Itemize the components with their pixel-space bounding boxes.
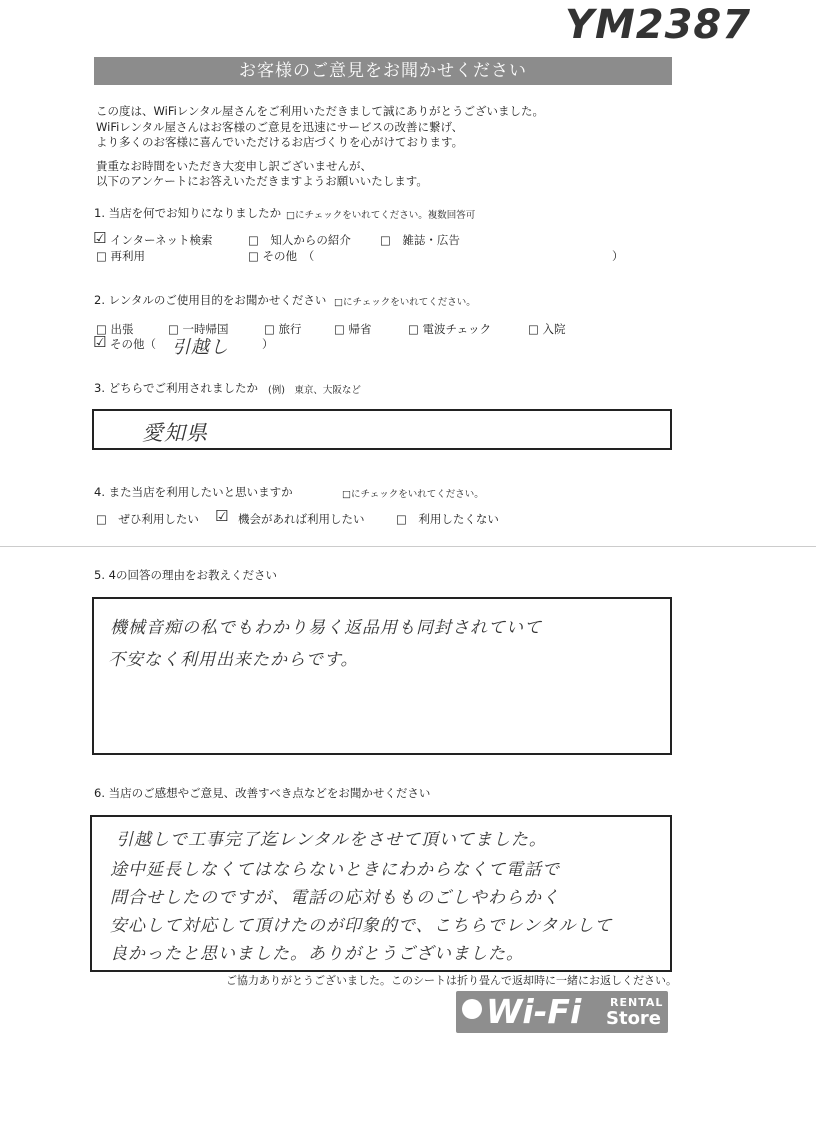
q1-internet-label: インターネット検索 xyxy=(110,233,213,247)
q2-option-homecoming[interactable]: □ 帰省 xyxy=(334,322,372,336)
q1-note: □にチェックをいれてください。複数回答可 xyxy=(286,210,476,221)
q6-title: 6. 当店のご感想やご意見、改善すべき点などをお聞かせください xyxy=(94,786,431,800)
page-title: お客様のご意見をお聞かせください xyxy=(94,57,672,85)
q2-other-checkbox[interactable]: ☑ xyxy=(93,333,107,351)
q3-answer-box[interactable] xyxy=(92,409,672,450)
q2-note: □にチェックをいれてください。 xyxy=(334,297,476,308)
q3-note: (例) 東京、大阪など xyxy=(268,385,361,396)
q4-option-definitely[interactable]: □ ぜひ利用したい xyxy=(96,512,199,526)
intro-line-5: 以下のアンケートにお答えいただきますようお願いいたします。 xyxy=(96,174,428,188)
intro-line-4: 貴重なお時間をいただき大変申し訳ございませんが、 xyxy=(96,159,372,173)
q6-line-2: 途中延長しなくてはならないときにわからなくて電話で xyxy=(110,860,560,880)
q2-option-signal-check[interactable]: □ 電波チェック xyxy=(408,322,492,336)
q4-option-no[interactable]: □ 利用したくない xyxy=(396,512,499,526)
mascot-icon xyxy=(462,999,482,1019)
fold-line xyxy=(0,546,816,547)
q2-option-hospital[interactable]: □ 入院 xyxy=(528,322,566,336)
intro-line-3: より多くのお客様に喜んでいただけるお店づくりを心がけております。 xyxy=(96,135,464,149)
intro-line-1: この度は、WiFiレンタル屋さんをご利用いただきまして誠にありがとうございました。 xyxy=(96,104,545,118)
q1-internet-checkbox[interactable]: ☑ xyxy=(93,229,107,247)
q3-answer: 愛知県 xyxy=(142,421,208,445)
q2-other-close: ） xyxy=(262,337,274,351)
q6-answer-box[interactable] xyxy=(90,815,672,972)
intro-line-2: WiFiレンタル屋さんはお客様のご意見を迅速にサービスの改善に繋げ、 xyxy=(96,120,464,134)
q4-title: 4. また当店を利用したいと思いますか xyxy=(94,485,293,499)
q2-option-business[interactable]: □ 出張 xyxy=(96,322,134,336)
q1-other-option[interactable]: □ その他 （ xyxy=(248,249,315,263)
q2-other-label: その他（ xyxy=(110,337,156,351)
handwritten-code: YM2387 xyxy=(565,2,752,48)
q2-other-answer: 引越し xyxy=(172,337,229,358)
logo-sub-text-1: RENTAL xyxy=(610,996,664,1009)
q5-line-2: 不安なく利用出来たからです。 xyxy=(108,650,359,670)
logo-main-text: Wi-Fi xyxy=(486,992,582,1031)
q4-note: □にチェックをいれてください。 xyxy=(342,489,484,500)
q1-other-close: ） xyxy=(612,249,624,263)
q1-repeat-option[interactable]: □ 再利用 xyxy=(96,249,146,263)
q6-line-4: 安心して対応して頂けたのが印象的で、こちらでレンタルして xyxy=(110,916,613,936)
q2-title: 2. レンタルのご使用目的をお聞かせください xyxy=(94,293,327,307)
q1-friend-option[interactable]: □ 知人からの紹介 xyxy=(248,233,351,247)
q1-magazine-option[interactable]: □ 雑誌・広告 xyxy=(380,233,460,247)
q5-line-1: 機械音痴の私でもわかり易く返品用も同封されていて xyxy=(110,618,542,638)
logo-sub-text-2: Store xyxy=(606,1008,662,1029)
q5-answer-box[interactable] xyxy=(92,597,672,755)
wifi-rental-store-logo xyxy=(456,991,668,1033)
q3-title: 3. どちらでご利用されましたか xyxy=(94,381,259,395)
footer-note: ご協力ありがとうございました。このシートは折り畳んで返却時に一緒にお返しください。 xyxy=(226,974,677,987)
q4-option-opportunity: 機会があれば利用したい xyxy=(238,512,365,526)
q6-line-1: 引越しで工事完了迄レンタルをさせて頂いてました。 xyxy=(116,830,547,850)
q5-title: 5. 4の回答の理由をお教えください xyxy=(94,568,277,582)
q1-title: 1. 当店を何でお知りになりましたか xyxy=(94,206,282,220)
q4-opportunity-checkbox[interactable]: ☑ xyxy=(215,507,229,525)
q2-option-temp-return[interactable]: □ 一時帰国 xyxy=(168,322,229,336)
q6-line-5: 良かったと思いました。ありがとうございました。 xyxy=(110,944,524,964)
q6-line-3: 問合せしたのですが、電話の応対もものごしやわらかく xyxy=(110,888,560,908)
q2-option-travel[interactable]: □ 旅行 xyxy=(264,322,302,336)
